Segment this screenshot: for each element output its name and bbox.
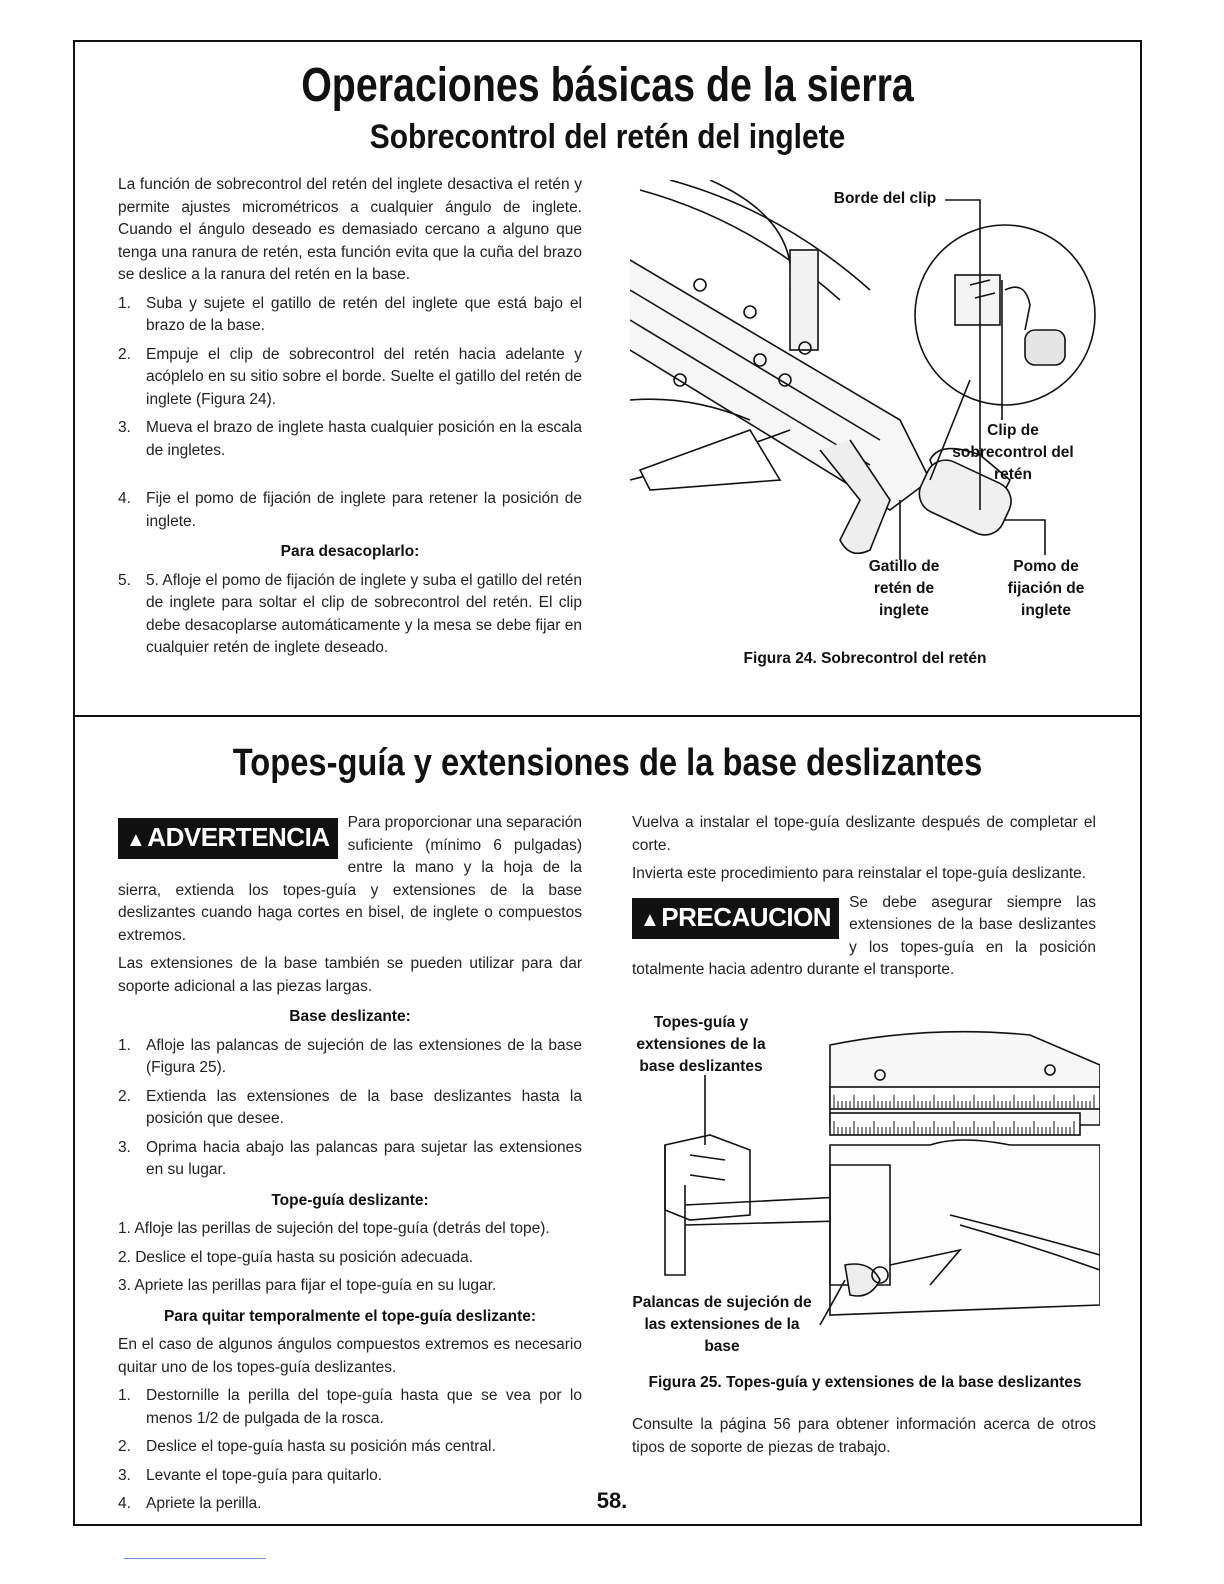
list-item: 3. Oprima hacia abajo las palancas para sujetar las extensiones en su lugar. [118, 1138, 582, 1178]
list-item: 2. Empuje el clip de sobrecontrol del retén hacia adelante y acóplelo en su sitio sobre el borde. Suelte el gatillo del retén de inglete (Figura 24). [118, 345, 582, 408]
override-steps [118, 293, 582, 534]
disengage-steps [118, 570, 582, 660]
list-item: 1. Destornille la perilla del tope-guía hasta que se vea por lo menos 1/2 de pulgada de la rosca. [118, 1387, 582, 1427]
page-title: Operaciones básicas de la sierra [301, 59, 914, 112]
list-item: 1. Suba y sujete el gatillo de retén del inglete que está bajo el brazo de la base. [118, 294, 582, 334]
base-steps [118, 1035, 582, 1182]
intro-paragraph: La función de sobrecontrol del retén del inglete desactiva el retén y permite ajustes micrométricos a cualquier ángulo de inglete. Cuando el ángulo deseado es demasiado cercano a alguno que tenga una ranura de retén, esta función evita que la cuña del brazo se deslice a la ranura del retén en la base. [118, 176, 582, 283]
footer-line [124, 1558, 266, 1559]
remove-intro: En el caso de algunos ángulos compuestos extremos es necesario quitar uno de los topes-guía deslizantes. [118, 1336, 582, 1376]
section-subtitle: Sobrecontrol del retén del inglete [369, 118, 846, 156]
label-lock-levers: Palancas de sujeción de las extensiones de la base [632, 1294, 812, 1355]
consult-paragraph: Consulte la página 56 para obtener información acerca de otros tipos de soporte de piezas de trabajo. [632, 1416, 1096, 1456]
list-item: 3. Levante el tope-guía para quitarlo. [118, 1466, 383, 1484]
figure-24-caption: Figura 24. Sobrecontrol del retén [743, 650, 987, 667]
extensions-paragraph: Las extensiones de la base también se pueden utilizar para dar soporte adicional a las piezas largas. [118, 955, 582, 995]
remove-heading: Para quitar temporalmente el tope-guía deslizante: [163, 1307, 537, 1325]
list-item: 1. Afloje las palancas de sujeción de las extensiones de la base (Figura 25). [118, 1036, 582, 1076]
disengage-heading: Para desacoplarlo: [280, 543, 420, 560]
list-item: 4. Apriete la perilla. [118, 1495, 262, 1512]
list-item: 5. 5. Afloje el pomo de fijación de inglete y suba el gatillo del retén de inglete para soltar el clip de sobrecontrol del retén. El clip debe desacoplarse automáticamente y la mesa se debe fijar en cualquier retén de inglete deseado. [118, 571, 583, 656]
caution-badge: ▲PRECAUCION [632, 898, 839, 939]
figure-25-caption: Figura 25. Topes-guía y extensiones de la base deslizantes [648, 1374, 1082, 1391]
label-slide-fences: Topes-guía y extensiones de la base deslizantes [636, 1014, 766, 1075]
reinstall-paragraph: Vuelva a instalar el tope-guía deslizante después de completar el corte. [632, 814, 1096, 854]
fence-steps [118, 1218, 582, 1298]
list-item: 3. Mueva el brazo de inglete hasta cualquier posición en la escala de ingletes. [118, 419, 582, 459]
base-heading: Base deslizante: [289, 1008, 411, 1025]
section-title: Topes-guía y extensiones de la base deslizantes [232, 742, 983, 784]
list-item: 1. Afloje las perillas de sujeción del tope-guía (detrás del tope). [118, 1220, 550, 1237]
caution-icon: ▲ [640, 908, 660, 931]
label-clip-edge: Borde del clip [833, 190, 937, 207]
warning-icon: ▲ [126, 829, 146, 851]
label-miter-knob: Pomo de fijación de inglete [1007, 558, 1085, 619]
warning-paragraph: ▲ADVERTENCIA Para proporcionar una separación suficiente (mínimo 6 pulgadas) entre la mano y la hoja de la sierra, extienda los topes-guía y extensiones de la base deslizantes cuando haga cortes en bisel, de inglete o compuestos extremos. [118, 814, 582, 944]
warning-badge: ▲ADVERTENCIA [118, 818, 338, 859]
section-divider [73, 715, 1142, 717]
section2-left-text [118, 812, 582, 1522]
consult-text [632, 1414, 1096, 1465]
label-override-clip: Clip de sobrecontrol del retén [952, 422, 1074, 483]
list-item: 2. Extienda las extensiones de la base deslizantes hasta la posición que desee. [118, 1087, 582, 1127]
section2-right-text [632, 812, 1096, 988]
list-item: 2. Deslice el tope-guía hasta su posición adecuada. [118, 1248, 474, 1266]
list-item: 4. Fije el pomo de fijación de inglete para retener la posición de inglete. [118, 490, 582, 530]
section1-text [118, 174, 582, 666]
page-number: 58. [596, 1488, 628, 1513]
label-miter-trigger: Gatillo de retén de inglete [868, 558, 940, 619]
caution-paragraph: ▲PRECAUCION Se debe asegurar siempre las extensiones de la base deslizantes y los topes-guía en la posición totalmente hacia adentro durante el transporte. [632, 893, 1096, 978]
invert-paragraph: Invierta este procedimiento para reinstalar el tope-guía deslizante. [632, 865, 1087, 882]
list-item: 3. Apriete las perillas para fijar el tope-guía en su lugar. [118, 1277, 497, 1294]
list-item: 2. Deslice el tope-guía hasta su posición más central. [118, 1438, 496, 1455]
fence-heading: Tope-guía deslizante: [271, 1191, 429, 1209]
